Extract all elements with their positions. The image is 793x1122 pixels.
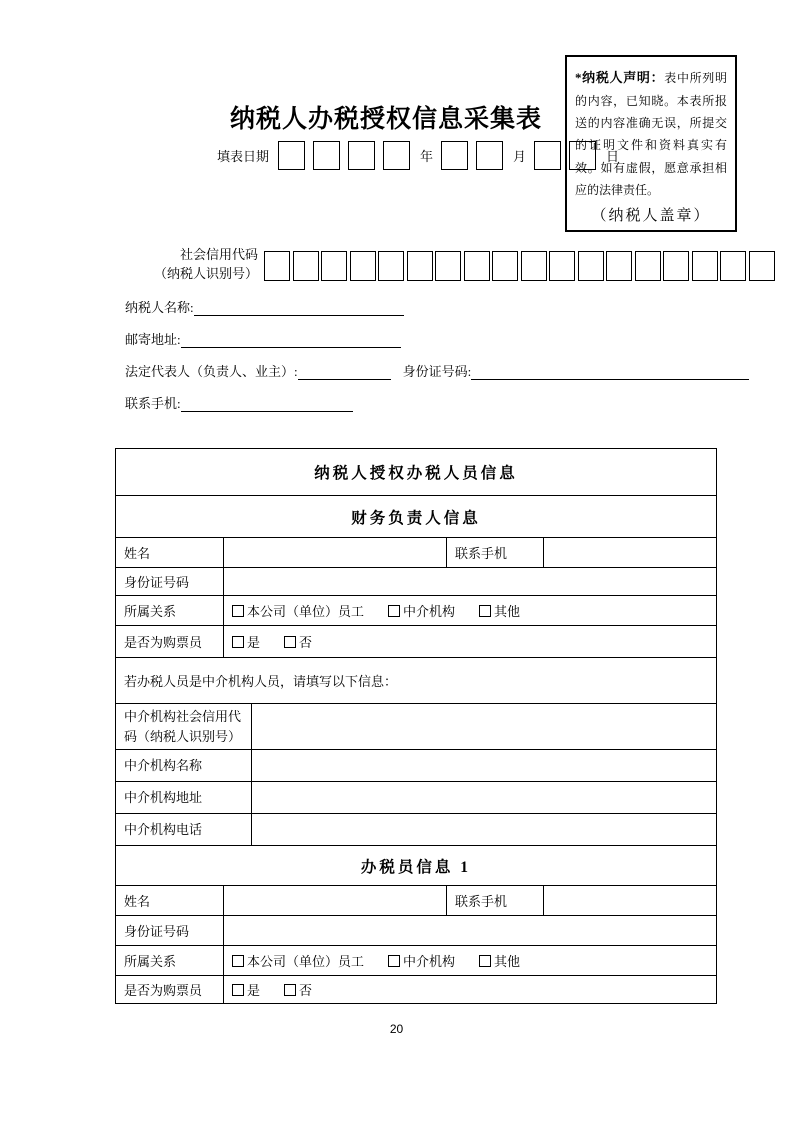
mail-address-label: 邮寄地址: [125, 332, 181, 347]
year-digit-box[interactable] [383, 141, 410, 170]
finance-section-header-row [116, 495, 716, 537]
table-title: 纳税人授权办税人员信息 [314, 465, 518, 482]
credit-code-box[interactable] [578, 251, 604, 281]
finance-name-input[interactable] [223, 538, 446, 567]
clerk-section-header: 办税员信息 1 [360, 858, 472, 876]
day-unit-label: 日 [606, 148, 620, 164]
credit-code-box[interactable] [407, 251, 433, 281]
checkbox-icon [479, 955, 491, 967]
agency-address-row [116, 781, 716, 813]
taxpayer-name-line [125, 298, 404, 316]
credit-code-label [112, 246, 258, 284]
finance-name-row [116, 537, 716, 567]
month-digit-box[interactable] [476, 141, 503, 170]
credit-code-box[interactable] [549, 251, 575, 281]
checkbox-icon [479, 605, 491, 617]
credit-code-box[interactable] [321, 251, 347, 281]
declaration-text [575, 66, 727, 201]
credit-code-box[interactable] [692, 251, 718, 281]
finance-purchaser-row [116, 625, 716, 657]
finance-relation-option-other[interactable]: 其他 [479, 601, 520, 620]
checkbox-icon [232, 984, 244, 996]
year-unit-label: 年 [420, 148, 434, 164]
agency-code-input[interactable] [251, 704, 716, 749]
clerk-phone-input[interactable] [543, 886, 716, 915]
credit-code-box[interactable] [350, 251, 376, 281]
year-digit-box[interactable] [278, 141, 305, 170]
legal-rep-line [125, 362, 749, 380]
year-digit-box[interactable] [348, 141, 375, 170]
finance-relation-options [223, 596, 716, 625]
finance-id-input[interactable] [223, 568, 716, 595]
day-digit-box[interactable] [534, 141, 561, 170]
credit-code-box[interactable] [606, 251, 632, 281]
page-number: 20 [389, 1022, 404, 1036]
contact-phone-input[interactable] [181, 395, 353, 412]
agency-phone-input[interactable] [251, 814, 716, 845]
mail-address-input[interactable] [181, 331, 401, 348]
clerk-purchaser-option-yes[interactable]: 是 [232, 980, 260, 999]
finance-purchaser-option-yes[interactable]: 是 [232, 632, 260, 651]
checkbox-icon [388, 605, 400, 617]
agency-address-input[interactable] [251, 782, 716, 813]
credit-code-label-line2: （纳税人识别号） [153, 265, 258, 281]
credit-code-box[interactable] [635, 251, 661, 281]
agency-address-label: 中介机构地址 [124, 789, 203, 805]
fill-date-label: 填表日期 [217, 148, 270, 164]
clerk-relation-option-agency[interactable]: 中介机构 [388, 951, 455, 970]
credit-code-box[interactable] [492, 251, 518, 281]
agency-code-label: 中介机构社会信用代码（纳税人识别号） [124, 709, 242, 744]
declaration-body: 表中所列明的内容，已知晓。本表所报送的内容准确无误，所提交的证明文件和资料真实有效。如有虚假，愿意承担相应的法律责任。 [575, 71, 727, 197]
checkbox-icon [232, 636, 244, 648]
credit-code-box[interactable] [720, 251, 746, 281]
credit-code-box[interactable] [521, 251, 547, 281]
id-number-label: 身份证号码: [402, 364, 472, 379]
credit-code-box[interactable] [435, 251, 461, 281]
finance-relation-row [116, 595, 716, 625]
agency-code-row [116, 703, 716, 749]
table-title-row [116, 449, 716, 495]
agency-phone-row [116, 813, 716, 845]
taxpayer-name-label: 纳税人名称: [125, 300, 194, 315]
declaration-title: *纳税人声明： [575, 70, 665, 85]
clerk-name-input[interactable] [223, 886, 446, 915]
finance-id-label: 身份证号码 [124, 575, 190, 590]
clerk-section-header-row [116, 845, 716, 885]
finance-section-header: 财务负责人信息 [351, 509, 481, 527]
finance-relation-option-employee[interactable]: 本公司（单位）员工 [232, 601, 364, 620]
year-digit-box[interactable] [313, 141, 340, 170]
clerk-purchaser-option-no[interactable]: 否 [284, 980, 312, 999]
checkbox-icon [284, 636, 296, 648]
checkbox-icon [388, 955, 400, 967]
finance-phone-input[interactable] [543, 538, 716, 567]
month-unit-label: 月 [513, 148, 527, 164]
mail-address-line [125, 330, 401, 348]
finance-purchaser-label: 是否为购票员 [124, 635, 203, 650]
clerk-purchaser-row [116, 975, 716, 1003]
credit-code-box[interactable] [378, 251, 404, 281]
clerk-id-input[interactable] [223, 916, 716, 945]
agency-name-row [116, 749, 716, 781]
clerk-purchaser-options [223, 976, 716, 1003]
taxpayer-declaration-box [565, 55, 737, 232]
agency-phone-label: 中介机构电话 [124, 821, 203, 837]
credit-code-boxes [264, 251, 775, 281]
credit-code-box[interactable] [749, 251, 775, 281]
agency-note: 若办税人员是中介机构人员，请填写以下信息： [124, 674, 398, 689]
credit-code-box[interactable] [464, 251, 490, 281]
clerk-id-row [116, 915, 716, 945]
id-number-input[interactable] [471, 363, 749, 380]
clerk-relation-option-other[interactable]: 其他 [479, 951, 520, 970]
credit-code-box[interactable] [293, 251, 319, 281]
finance-name-label: 姓名 [124, 546, 151, 561]
agency-name-input[interactable] [251, 750, 716, 781]
checkbox-icon [232, 955, 244, 967]
finance-relation-label: 所属关系 [124, 604, 177, 619]
checkbox-icon [284, 984, 296, 996]
month-digit-box[interactable] [441, 141, 468, 170]
finance-purchaser-option-no[interactable]: 否 [284, 632, 312, 651]
finance-id-row [116, 567, 716, 595]
authorized-personnel-table [115, 448, 717, 1004]
finance-relation-option-agency[interactable]: 中介机构 [388, 601, 455, 620]
credit-code-label-line1: 社会信用代码 [179, 247, 258, 262]
contact-phone-label: 联系手机: [125, 396, 181, 411]
agency-note-row [116, 657, 716, 703]
clerk-phone-label: 联系手机 [446, 886, 543, 915]
legal-rep-input[interactable] [298, 363, 391, 380]
contact-phone-line [125, 394, 353, 412]
finance-phone-label: 联系手机 [446, 538, 543, 567]
clerk-relation-row [116, 945, 716, 975]
taxpayer-name-input[interactable] [194, 299, 404, 316]
finance-purchaser-options [223, 626, 716, 657]
legal-rep-label: 法定代表人（负责人、业主）: [125, 364, 298, 379]
clerk-name-row [116, 885, 716, 915]
credit-code-box[interactable] [264, 251, 290, 281]
checkbox-icon [232, 605, 244, 617]
clerk-relation-label: 所属关系 [124, 954, 177, 969]
clerk-relation-options [223, 946, 716, 975]
clerk-id-label: 身份证号码 [124, 924, 190, 939]
taxpayer-stamp-label: （纳税人盖章） [591, 207, 711, 224]
clerk-purchaser-label: 是否为购票员 [124, 983, 203, 998]
form-title: 纳税人办税授权信息采集表 [229, 106, 542, 133]
clerk-relation-option-employee[interactable]: 本公司（单位）员工 [232, 951, 364, 970]
clerk-name-label: 姓名 [124, 894, 151, 909]
agency-name-label: 中介机构名称 [124, 757, 203, 773]
credit-code-box[interactable] [663, 251, 689, 281]
